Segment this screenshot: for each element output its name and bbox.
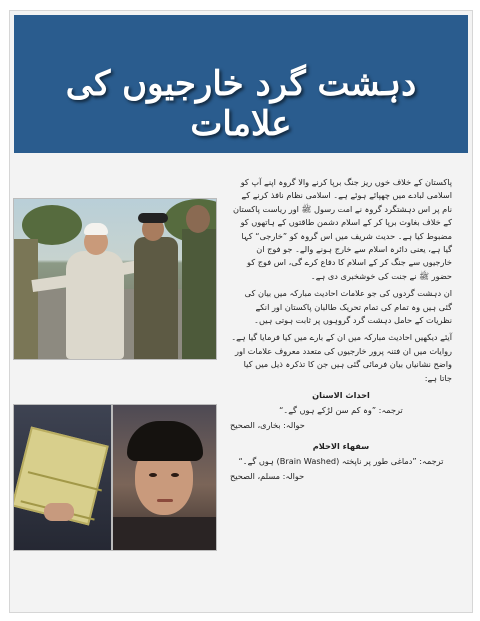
police-figure (182, 229, 216, 359)
banner-title: دہشت گرد خارجیوں کی علامات (65, 64, 417, 144)
hand-figure (44, 503, 74, 521)
sign-reference: حوالہ: مسلم، الصحیح (230, 471, 305, 482)
shirt-figure (113, 517, 216, 550)
young-boy-portrait-photo (112, 404, 217, 551)
sign-heading: سفهاء الاحلام (312, 441, 370, 452)
paragraph-intro: پاکستان کے خلاف خوں ریز جنگ برپا کرنے والا گروہ اپنے آپ کو اسلامی لبادے میں چھپائے ہوئے ہے۔ اسلامی نظام نافذ کرنے کے نام پر اس دہشتگرد گروہ نے امت رسول ﷺ اور ریاست پاکستان کے خلاف بغاوت برپا کر کے اسلام دشمن طاقتوں کے ہاتھوں کو مضبوط کیا ہے۔ حدیث شریف میں اس گروہ کو ”خارجی“ کہا گیا ہے، یعنی دائرہ اسلام سے خارج ہونے والے۔ جو فوج ان خارجیوں سے جنگ کر کے اسلام کا دفاع کرے گی، اس فوج کو حضور ﷺ نے جنت کی خوشخبری دی ہے۔ (232, 177, 452, 281)
sign-heading: احداث الاسنان (312, 390, 370, 401)
paragraph-signs-summary: ان دہشت گردوں کی جو علامات احادیث مبارکہ میں بیان کی گئی ہیں وہ تمام کی تمام تحریک طالبان پاکستان اور انکے نظریات کے حامل دہشت گرد گروہوں پر ثابت ہوتی ہیں۔ (244, 288, 452, 326)
police-figure (134, 237, 178, 359)
police-cap-figure (138, 213, 168, 223)
arrest-photo (13, 198, 217, 360)
eye-figure (171, 473, 179, 477)
eye-figure (149, 473, 157, 477)
sign-reference: حوالہ: بخاری، الصحیح (230, 419, 305, 430)
mouth-figure (157, 499, 173, 502)
article-text (230, 176, 452, 492)
sign-translation: ترجمہ: ”دماغی طور پر ناپختہ (Brain Washed) ہوں گے۔“ (238, 455, 444, 466)
title-banner (14, 15, 468, 153)
bystander-figure (14, 239, 38, 359)
explosive-package-photo (13, 404, 112, 551)
police-head-figure (186, 205, 210, 233)
tape-line (28, 471, 102, 491)
paragraph-hadith-intro: آیئے دیکھیں احادیث مبارکہ میں ان کے بارے میں کیا فرمایا گیا ہے۔ روایات میں ان فتنہ پرور خارجیوں کی متعدد معروف علامات اور واضح نشانیاں بیان فرمائی گئی ہیں جن کا تذکرہ ذیل میں کیا جاتا ہے: (231, 332, 452, 383)
boy-figure (66, 251, 124, 359)
sign-translation: ترجمہ: ”وہ کم سن لڑکے ہوں گے۔“ (279, 404, 403, 415)
boy-cap-figure (84, 223, 108, 235)
